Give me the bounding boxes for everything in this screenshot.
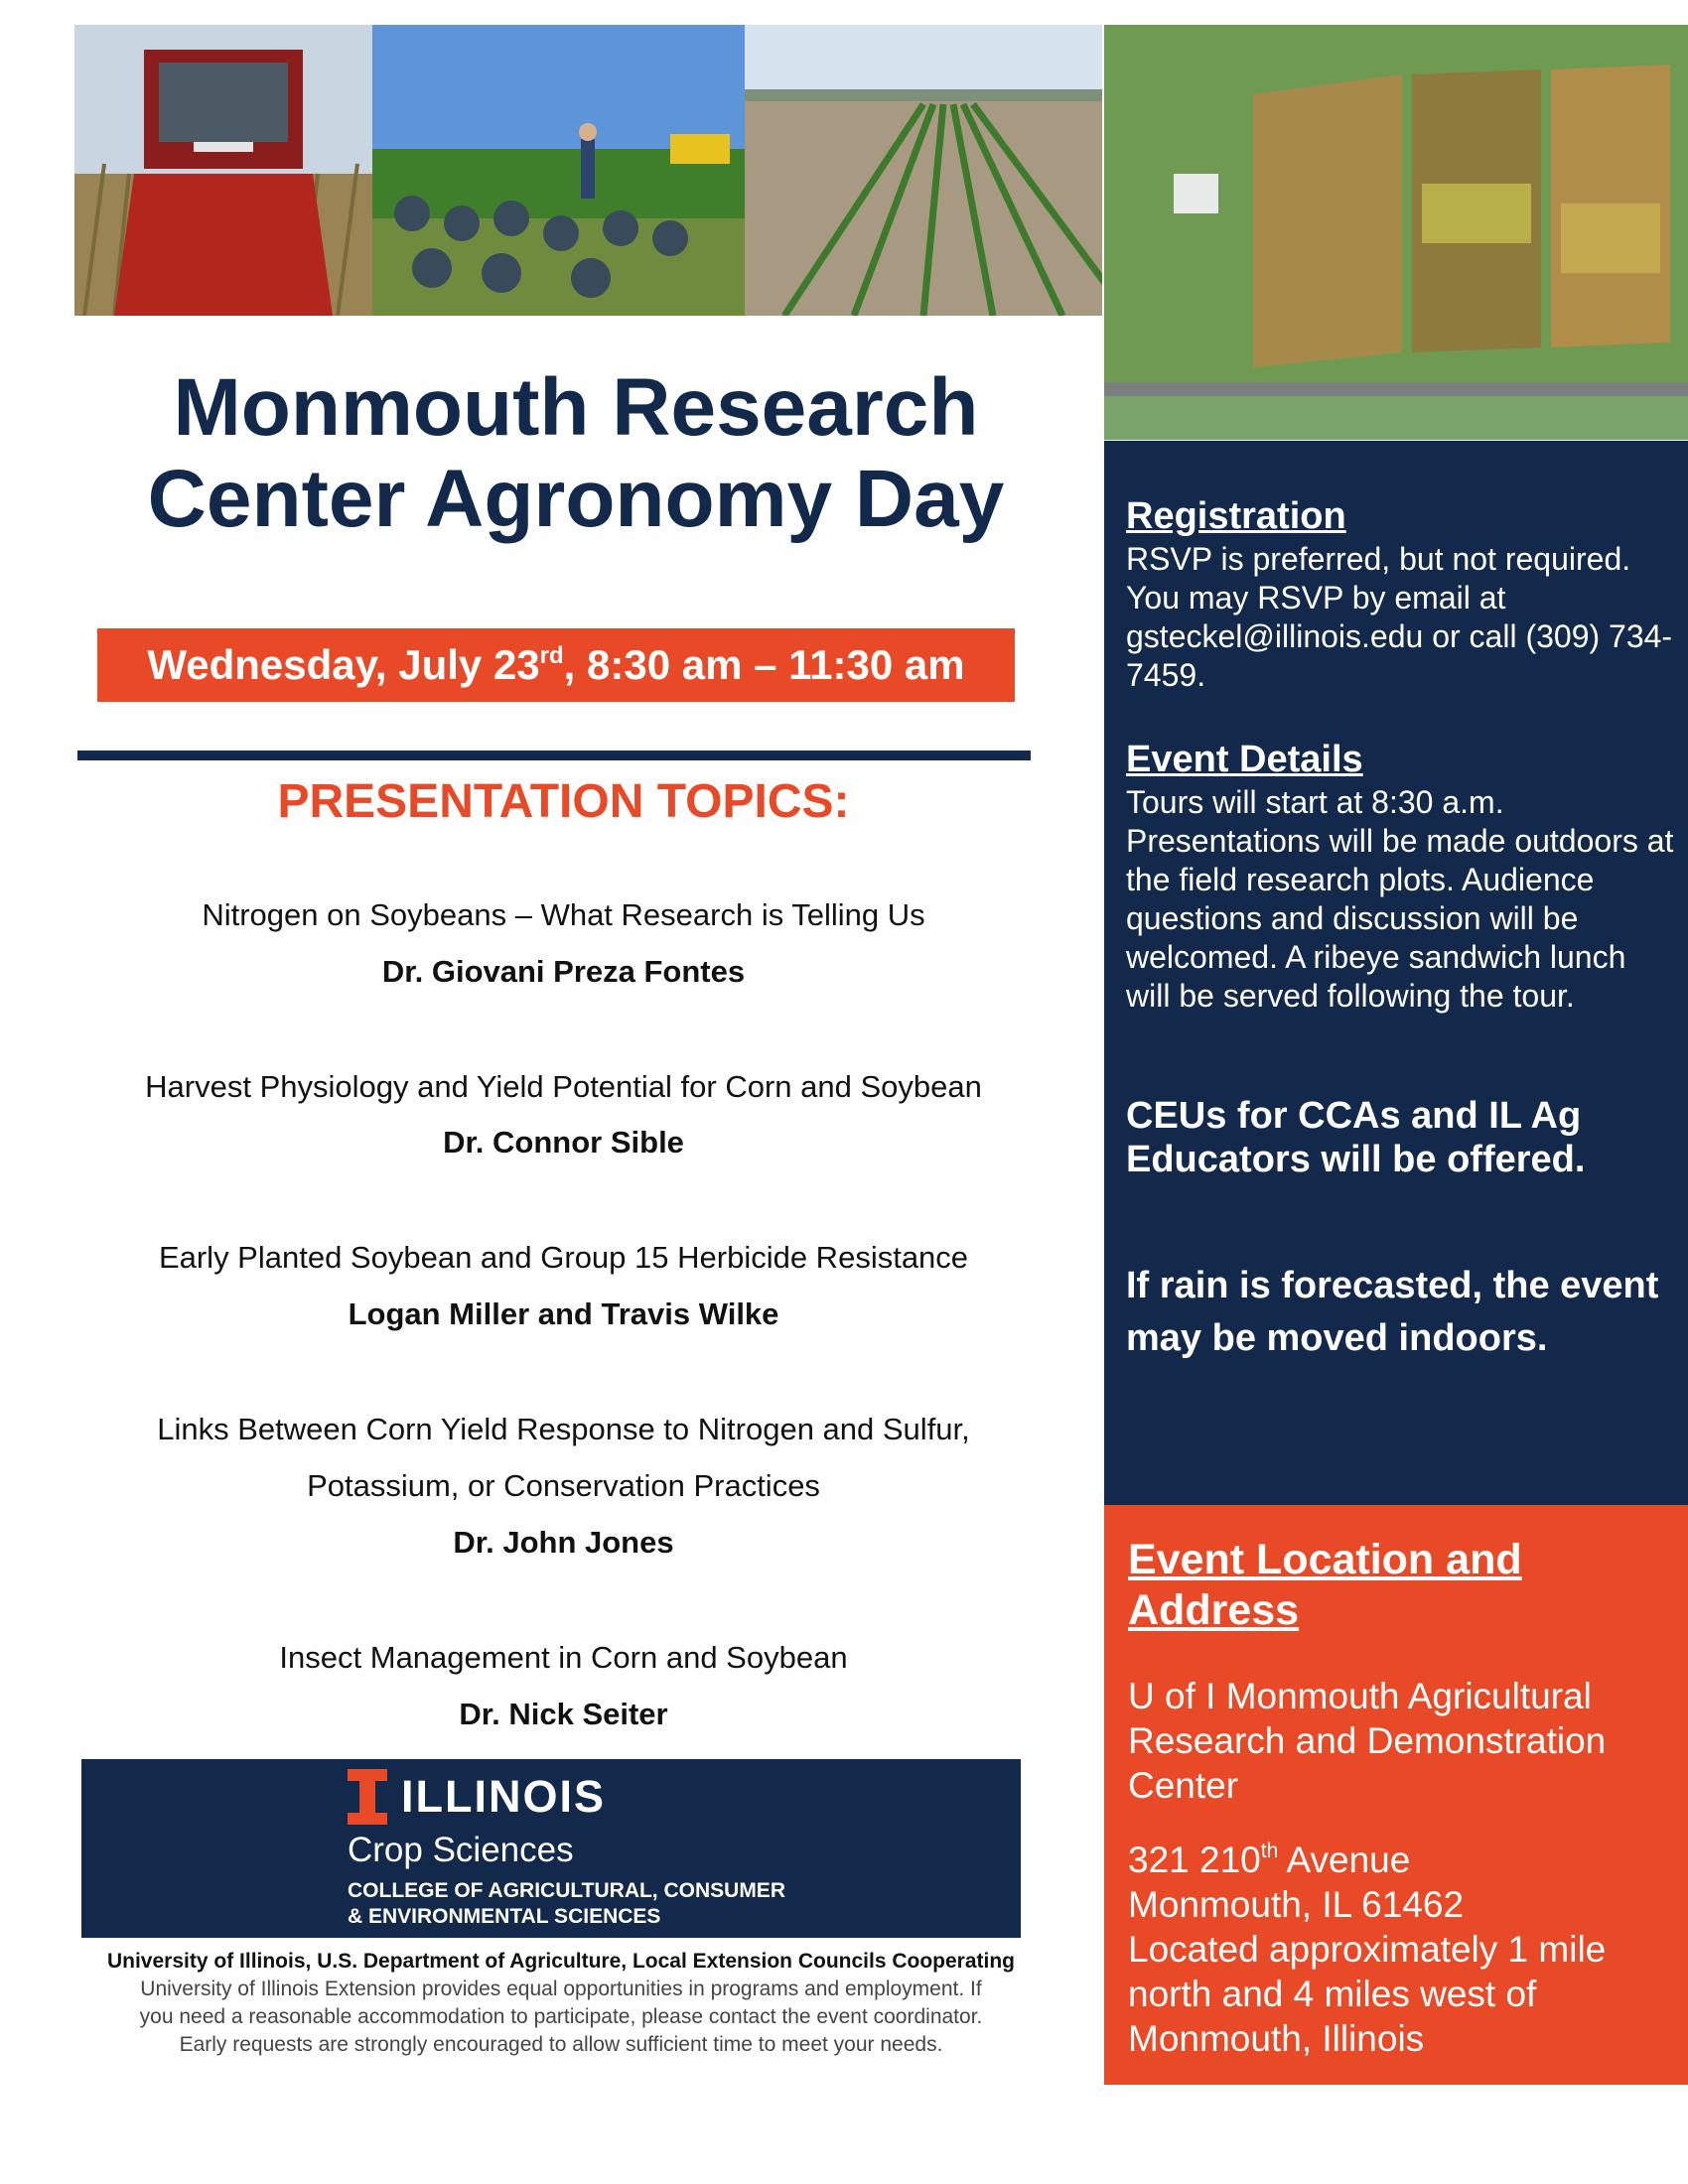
event-details-heading: Event Details [1126, 739, 1363, 780]
topic-title: Harvest Physiology and Yield Potential for Corn and Soybean [145, 1069, 982, 1104]
location-heading: Event Location and Address [1128, 1536, 1522, 1634]
directions: Located approximately 1 mile north and 4 miles west of Monmouth, Illinois [1128, 1929, 1607, 2059]
topic-title: Nitrogen on Soybeans – What Research is Telling Us [202, 897, 925, 932]
event-details-body: Tours will start at 8:30 a.m. Presentations will be made outdoors at the field research plots. Audience questions and discussion will be welcomed. A ribeye sandwich lunch will be served following the tour. [1126, 784, 1674, 1014]
topic-speaker: Logan Miller and Travis Wilke [348, 1297, 779, 1331]
topic-speaker: Dr. Giovani Preza Fontes [381, 954, 746, 989]
registration-body: RSVP is preferred, but not required. You may RSVP by email at gsteckel@illinois.edu or call (309) 734-7459. [1126, 541, 1673, 693]
info-panel [1104, 441, 1688, 1505]
rain-notice: If rain is forecasted, the event may be moved indoors. [1126, 1265, 1659, 1359]
topic-title-continued: Potassium, or Conservation Practices [307, 1468, 820, 1503]
registration-heading: Registration [1126, 495, 1346, 537]
footer-line: Early requests are strongly encouraged to allow sufficient time to meet your needs. [179, 2033, 943, 2056]
logo-college: COLLEGE OF AGRICULTURAL, CONSUMER & ENVIRONMENTAL SCIENCES [348, 1879, 785, 1928]
topic-title: Links Between Corn Yield Response to Nitrogen and Sulfur, [157, 1412, 970, 1446]
logo-department: Crop Sciences [348, 1831, 574, 1869]
photo-crop-rows [745, 25, 1102, 316]
logo-wordmark: ILLINOIS [401, 1771, 606, 1822]
city-state-zip: Monmouth, IL 61462 [1128, 1884, 1465, 1925]
topics-heading: PRESENTATION TOPICS: [277, 775, 850, 828]
divider [77, 751, 1031, 760]
page-title [79, 362, 1072, 545]
date-text: Wednesday, July 23rd, 8:30 am – 11:30 am [147, 641, 965, 688]
topic-speaker: Dr. Connor Sible [443, 1125, 684, 1160]
topic-speaker: Dr. John Jones [453, 1525, 674, 1560]
date-banner [97, 628, 1015, 702]
title-line-2: Center Agronomy Day [147, 454, 1005, 544]
topic-speaker: Dr. Nick Seiter [459, 1697, 668, 1731]
footer-line: you need a reasonable accommodation to participate, please contact the event coordinator. [139, 2005, 983, 2028]
illinois-logo-block [81, 1759, 1021, 1938]
street-address: 321 210th Avenue [1128, 1840, 1411, 1880]
photo-aerial-plots [1104, 25, 1688, 440]
location-panel [1104, 1505, 1688, 2085]
topic-title: Insect Management in Corn and Soybean [279, 1640, 848, 1675]
photo-combine-harvester [74, 25, 372, 316]
photo-field-audience [372, 25, 745, 316]
title-line-1: Monmouth Research [173, 362, 979, 453]
location-name: U of I Monmouth Agricultural Research and Demonstration Center [1128, 1676, 1607, 1806]
topic-title: Early Planted Soybean and Group 15 Herbicide Resistance [158, 1240, 969, 1275]
footer-disclaimer [60, 1948, 1062, 2059]
ceu-notice: CEUs for CCAs and IL Ag Educators will be offered. [1126, 1095, 1586, 1180]
footer-line: University of Illinois Extension provides equal opportunities in programs and employment. If [140, 1978, 982, 2000]
footer-bold-line: University of Illinois, U.S. Department of Agriculture, Local Extension Councils Cooperating [106, 1950, 1015, 1973]
location-address [1128, 1838, 1674, 2061]
block-i-icon [348, 1769, 387, 1825]
